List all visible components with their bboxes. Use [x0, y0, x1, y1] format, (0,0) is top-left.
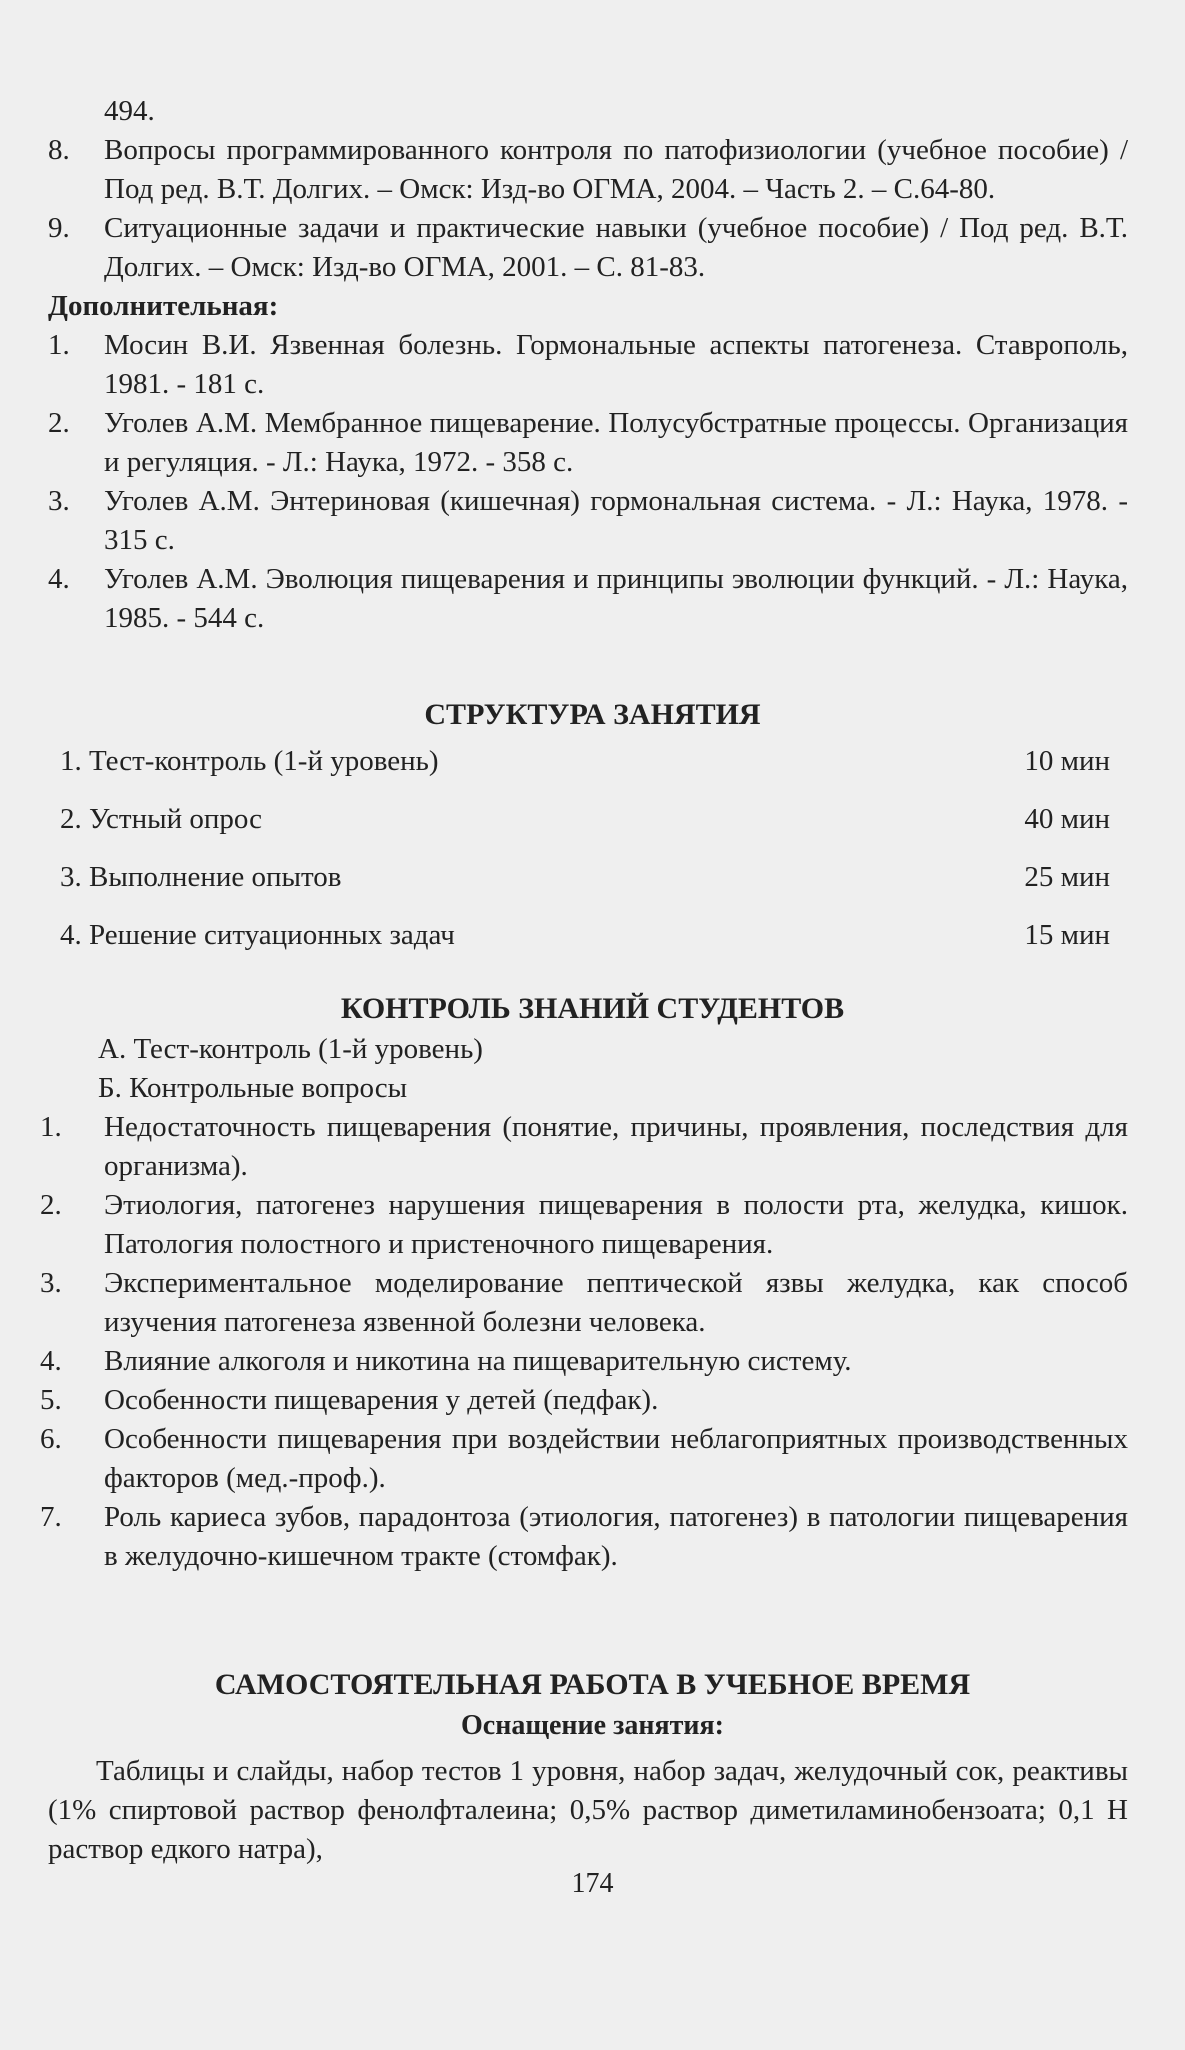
control-title: КОНТРОЛЬ ЗНАНИЙ СТУДЕНТОВ [340, 992, 845, 1025]
reference-number: 4. [48, 563, 70, 595]
structure-label: 3. Выполнение опытов [60, 861, 342, 893]
reference-item [48, 404, 1128, 482]
question-item [40, 1108, 1128, 1186]
structure-title: СТРУКТУРА ЗАНЯТИЯ [424, 698, 761, 731]
reference-text: Ситуационные задачи и практические навыки (учебное пособие) / Под ред. В.Т. Долгих. – Омск: Изд-во ОГМА, 2001. – С. 81-83. [104, 212, 1128, 283]
question-text: Роль кариеса зубов, парадонтоза (этиология, патогенез) в патологии пищеварения в желудочно-кишечном тракте (стомфак). [104, 1501, 1128, 1572]
reference-text: Уголев А.М. Эволюция пищеварения и принципы эволюции функций. - Л.: Наука, 1985. - 544 с. [104, 563, 1128, 634]
question-item [40, 1342, 1128, 1381]
reference-text: Вопросы программированного контроля по патофизиологии (учебное пособие) / Под ред. В.Т. Долгих. – Омск: Изд-во ОГМА, 2004. – Часть 2. – С.64-80. [104, 134, 1128, 205]
question-number: 2. [40, 1189, 62, 1221]
additional-heading: Дополнительная: [48, 290, 279, 322]
reference-number: 2. [48, 407, 70, 439]
structure-time: 25 мин [1024, 861, 1110, 893]
question-text: Экспериментальное моделирование пептической язвы желудка, как способ изучения патогенеза язвенной болезни человека. [104, 1267, 1128, 1338]
control-sub-a: А. Тест-контроль (1-й уровень) [98, 1033, 483, 1065]
structure-label: 1. Тест-контроль (1-й уровень) [60, 745, 439, 777]
question-number: 6. [40, 1423, 62, 1455]
structure-time: 40 мин [1024, 803, 1110, 835]
question-text: Особенности пищеварения при воздействии неблагоприятных производственных факторов (мед.-проф.). [104, 1423, 1128, 1494]
main-references [48, 92, 1128, 638]
question-number: 4. [40, 1345, 62, 1377]
reference-number: 9. [48, 212, 70, 244]
reference-continuation: 494. [104, 95, 155, 127]
structure-time: 10 мин [1024, 745, 1110, 777]
structure-time: 15 мин [1024, 919, 1110, 951]
structure-label: 4. Решение ситуационных задач [60, 919, 455, 951]
self-work-title: САМОСТОЯТЕЛЬНАЯ РАБОТА В УЧЕБНОЕ ВРЕМЯ [214, 1668, 971, 1701]
question-text: Особенности пищеварения у детей (педфак). [104, 1384, 659, 1416]
question-number: 3. [40, 1267, 62, 1299]
self-work-paragraph: Таблицы и слайды, набор тестов 1 уровня, набор задач, желудочный сок, реактивы (1% спиртовой раствор фенолфталеина; 0,5% раствор диметиламинобензоата; 0,1 Н раствор едкого натра), [48, 1755, 1128, 1865]
question-text: Этиология, патогенез нарушения пищеварения в полости рта, желудка, кишок. Патология полостного и пристеночного пищеварения. [104, 1189, 1128, 1260]
reference-number: 3. [48, 485, 70, 517]
reference-item [48, 209, 1128, 287]
reference-text: Мосин В.И. Язвенная болезнь. Гормональные аспекты патогенеза. Ставрополь, 1981. - 181 с. [104, 329, 1128, 400]
question-text: Влияние алкоголя и никотина на пищеварительную систему. [104, 1345, 852, 1377]
question-item [40, 1498, 1128, 1576]
question-item [40, 1381, 1128, 1420]
reference-item [48, 560, 1128, 638]
self-work-subtitle: Оснащение занятия: [461, 1710, 724, 1741]
question-item [40, 1264, 1128, 1342]
reference-item [48, 482, 1128, 560]
reference-item [48, 326, 1128, 404]
question-item [40, 1186, 1128, 1264]
question-number: 1. [40, 1111, 62, 1143]
reference-item [48, 131, 1128, 209]
reference-text: Уголев А.М. Энтериновая (кишечная) гормональная система. - Л.: Наука, 1978. - 315 с. [104, 485, 1128, 556]
question-number: 7. [40, 1501, 62, 1533]
reference-number: 1. [48, 329, 70, 361]
structure-label: 2. Устный опрос [60, 803, 262, 835]
reference-number: 8. [48, 134, 70, 166]
question-item [40, 1420, 1128, 1498]
reference-text: Уголев А.М. Мембранное пищеварение. Полусубстратные процессы. Организация и регуляция. - Л.: Наука, 1972. - 358 с. [104, 407, 1128, 478]
question-text: Недостаточность пищеварения (понятие, причины, проявления, последствия для организма). [104, 1111, 1128, 1182]
page-number: 174 [571, 1868, 614, 1899]
question-number: 5. [40, 1384, 62, 1416]
control-sub-b: Б. Контрольные вопросы [98, 1072, 408, 1104]
control-section [40, 1030, 1128, 1576]
